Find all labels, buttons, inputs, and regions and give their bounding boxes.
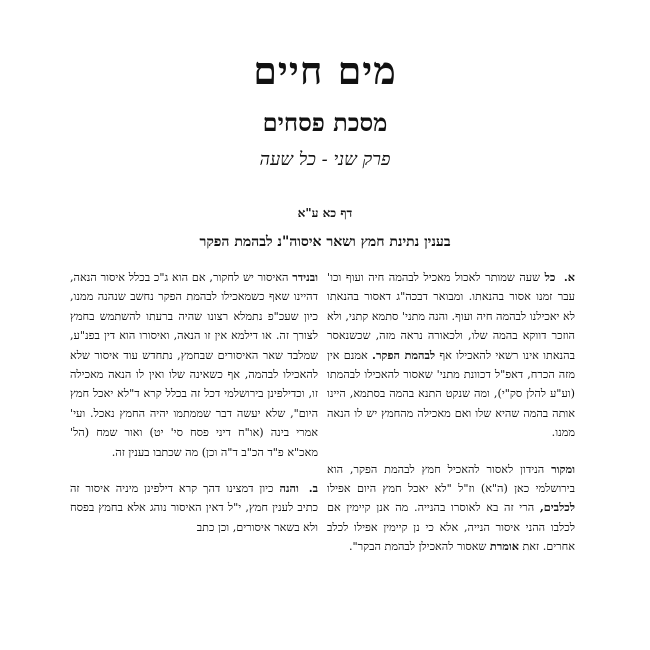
paragraph-text: אמנם אין מזה הכרח, דאפ"ל דכוונת מתני' שאסור להאכילו לבהמתו (וע"ע להלן סק"י), ומה שנקט התנא בהמה בסתמא, היינו אותה בהמה שהיא שלו ואם מאכילה מהחמץ יש לו הנאה ממנו. [327,348,575,440]
paragraph-text: שעה שמותר לאכול מאכיל לבהמה חיה ועוף וכו' עבר זמנו אסור בהנאתו. ומבואר דבכה"ג דאסור בהנאתו לא יאכילנו לבהמה חיה ועוף. והנה מתני' סתמא קתני, ולא הוזכר דווקא בהמה שלו, ולכאורה נראה מזה, שכשנאסר בהנאתו אינו רשאי להאכילו אף [326,271,575,362]
paragraph-lead-word: ובנידר [292,270,318,284]
topic-heading: בענין נתינת חמץ ושאר איסוה"נ לבהמת הפקר [199,234,451,250]
paragraph-text: האיסור יש לחקור, אם הוא ג"כ בכלל איסור הנאה, דהיינו שאף כשמאכילו לבהמת הפקר נחשב שנהנה ממנו, כיון שעכ"פ נתמלא רצונו שהיה ברעתו להשתמש בחמץ לצורך זה. או דילמא אין זו הנאה, ואיסורו הוא דין בפנ"ע, שמלבד שאר האיסורים שבחמץ, נתחדש עוד איסור שלא להאכילו לבהמה, אף כשאינה שלו ואין לו הנאה מאכילה זו, וכדילפינן בירושלמי דכל זה בכלל קרא ד"לא יאכל חמץ היום", שלא יעשה דבר שממתמו יהיה החמץ נאכל. ועי' אמרי בינה (או"ח דיני פסח סי' יט) ואור שמח (הל' מאכ"א פ"ד הכ"ב ד"ה וכן) מה שכתבו בענין זה. [70,271,318,459]
emphasized-text: אומרת [489,539,519,554]
tractate-heading: מסכת פסחים [262,108,388,137]
emphasized-text: לכלבים, [539,500,576,515]
emphasized-text: לבהמת הפקר. [372,347,436,362]
paragraph-lead-word: כל [544,270,556,284]
paragraph-lead-word: ומקור [551,461,575,476]
paragraph-lead-word: והנה [279,481,299,496]
paragraph-letter: א. [563,270,575,284]
paragraph-text: שאסור להאכילן לבהמת הבקר". [348,540,487,554]
paragraph-bet [70,479,318,537]
paragraph-text: כיון דמצינו דהך קרא דילפינן מיניה איסור זה כתיב לענין חמץ, י"ל דאין האיסור נוהג אלא בחמץ בפסח ולא בשאר איסורים, וכן כתב [70,482,318,534]
paragraph-letter: ב. [308,481,319,496]
paragraph-text: הרי זה בא לאוסרו בהנייה. מה אנן קיימין אם לכלבו ההני איסור הנייה, אלא כי נן קיימין אפילו לכלב אחרים. זאת [327,501,575,554]
book-title: מים חיים [253,48,397,93]
paragraph-source [327,460,575,557]
chapter-heading: פרק שני - כל שעה [259,149,391,170]
right-text-column [327,268,575,557]
paragraph-inquiry [70,268,318,462]
daf-reference: דף כא ע"א [297,206,353,220]
paragraph-text: הנידון לאסור להאכיל חמץ לבהמת הפקר, הוא בירושלמי כאן (ה"א) וז"ל "לא יאכל חמץ היום אפילו [327,462,575,496]
paragraph-alef [327,268,575,443]
left-text-column [70,268,318,537]
